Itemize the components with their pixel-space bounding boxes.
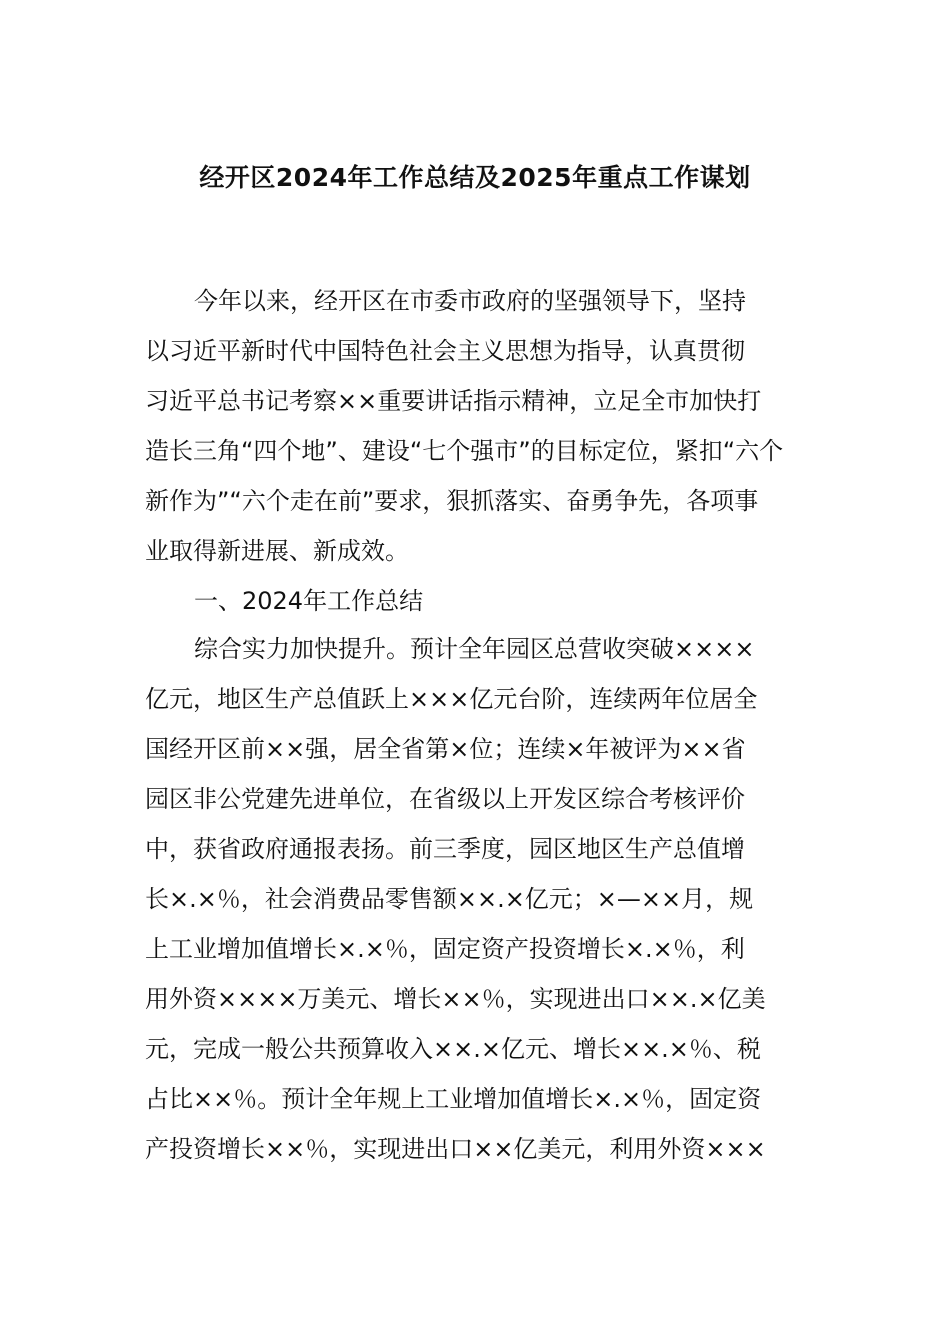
paragraph-line: 长×.×％，社会消费品零售额××.×亿元；×—××月，规 <box>145 885 754 913</box>
paragraph-line: 用外资××××万美元、增长××％，实现进出口××.×亿美 <box>145 985 766 1013</box>
paragraph-line: 上工业增加值增长×.×％，固定资产投资增长×.×％，利 <box>145 935 745 963</box>
paragraph-line: 产投资增长××％，实现进出口××亿美元，利用外资××× <box>145 1135 766 1163</box>
paragraph-line: 以习近平新时代中国特色社会主义思想为指导，认真贯彻 <box>145 337 745 365</box>
paragraph-line: 园区非公党建先进单位，在省级以上开发区综合考核评价 <box>145 785 745 813</box>
paragraph-line: 造长三角“四个地”、建设“七个强市”的目标定位，紧扣“六个 <box>145 437 784 465</box>
paragraph-line: 元，完成一般公共预算收入××.×亿元、增长××.×％、税 <box>145 1035 761 1063</box>
paragraph-line: 新作为”“六个走在前”要求，狠抓落实、奋勇争先，各项事 <box>145 487 759 515</box>
paragraph-line: 中，获省政府通报表扬。前三季度，园区地区生产总值增 <box>145 835 745 863</box>
paragraph-line: 占比××％。预计全年规上工业增加值增长×.×％，固定资 <box>145 1085 762 1113</box>
paragraph-line: 国经开区前××强，居全省第×位；连续×年被评为××省 <box>145 735 746 763</box>
paragraph-line: 今年以来，经开区在市委市政府的坚强领导下，坚持 <box>194 287 746 315</box>
paragraph-line: 业取得新进展、新成效。 <box>145 537 409 565</box>
paragraph-line: 亿元，地区生产总值跃上×××亿元台阶，连续两年位居全 <box>145 685 758 713</box>
document-title: 经开区2024年工作总结及2025年重点工作谋划 <box>199 163 751 192</box>
paragraph-line: 综合实力加快提升。预计全年园区总营收突破×××× <box>194 635 755 663</box>
paragraph-line: 习近平总书记考察××重要讲话指示精神，立足全市加快打 <box>145 387 762 415</box>
section-heading: 一、2024年工作总结 <box>194 587 424 615</box>
